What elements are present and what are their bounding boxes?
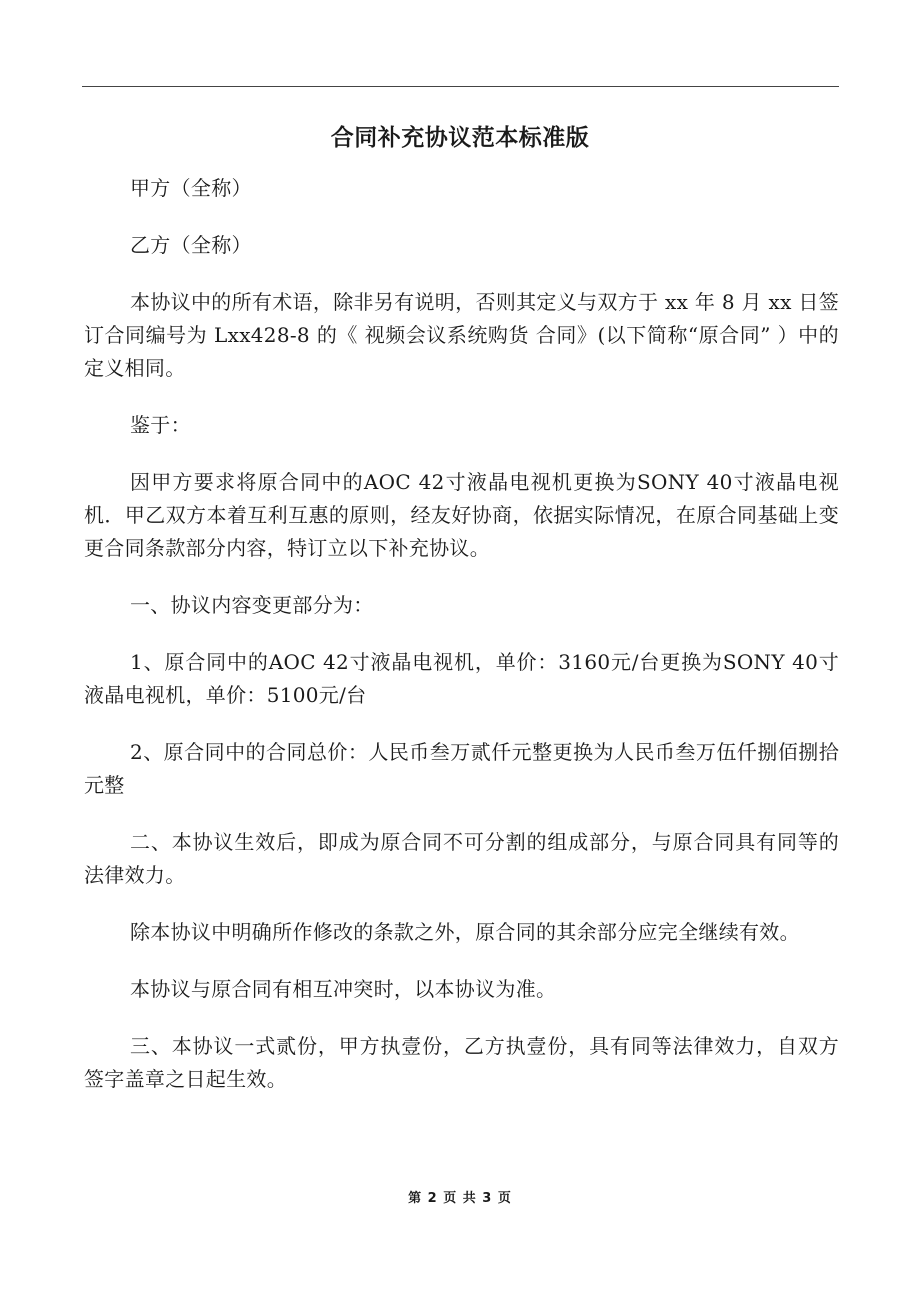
- whereas-heading: 鉴于：: [130, 413, 191, 437]
- background-paragraph: 因甲方要求将原合同中的AOC 42寸液晶电视机更换为SONY 40寸液晶电视机．甲乙双方本着互利互惠的原则，经友好协商，依据实际情况，在原合同基础上变更合同条款部分内容，特订立以下补充协议。: [84, 470, 839, 560]
- document-body: [84, 172, 839, 1120]
- party-a-line: 甲方（全称）: [130, 176, 252, 200]
- conflict-paragraph: 本协议与原合同有相互冲突时，以本协议为准。: [130, 977, 557, 1001]
- header-rule: [82, 86, 839, 87]
- page-number: 第 2 页 共 3 页: [408, 1191, 512, 1206]
- section-three-paragraph: 三、本协议一式贰份，甲方执壹份，乙方执壹份，具有同等法律效力，自双方签字盖章之日起生效。: [84, 1034, 839, 1091]
- clause-1: 1、原合同中的AOC 42寸液晶电视机，单价：3160元/台更换为SONY 40寸液晶电视机，单价：5100元/台: [84, 650, 839, 707]
- party-b-line: 乙方（全称）: [130, 233, 252, 257]
- section-one-heading: 一、协议内容变更部分为：: [130, 593, 374, 617]
- document-title: 合同补充协议范本标准版: [330, 125, 590, 151]
- section-two-paragraph: 二、本协议生效后，即成为原合同不可分割的组成部分，与原合同具有同等的法律效力。: [84, 830, 839, 887]
- remaining-validity-paragraph: 除本协议中明确所作修改的条款之外，原合同的其余部分应完全继续有效。: [130, 920, 800, 944]
- terms-definition-paragraph: 本协议中的所有术语，除非另有说明，否则其定义与双方于 xx 年 8 月 xx 日签订合同编号为 Lxx428-8 的《 视频会议系统购货 合同》(以下简称“原合同” ）中的定义相同。: [84, 290, 839, 380]
- clause-2: 2、原合同中的合同总价：人民币叁万贰仟元整更换为人民币叁万伍仟捌佰捌拾元整: [84, 740, 839, 797]
